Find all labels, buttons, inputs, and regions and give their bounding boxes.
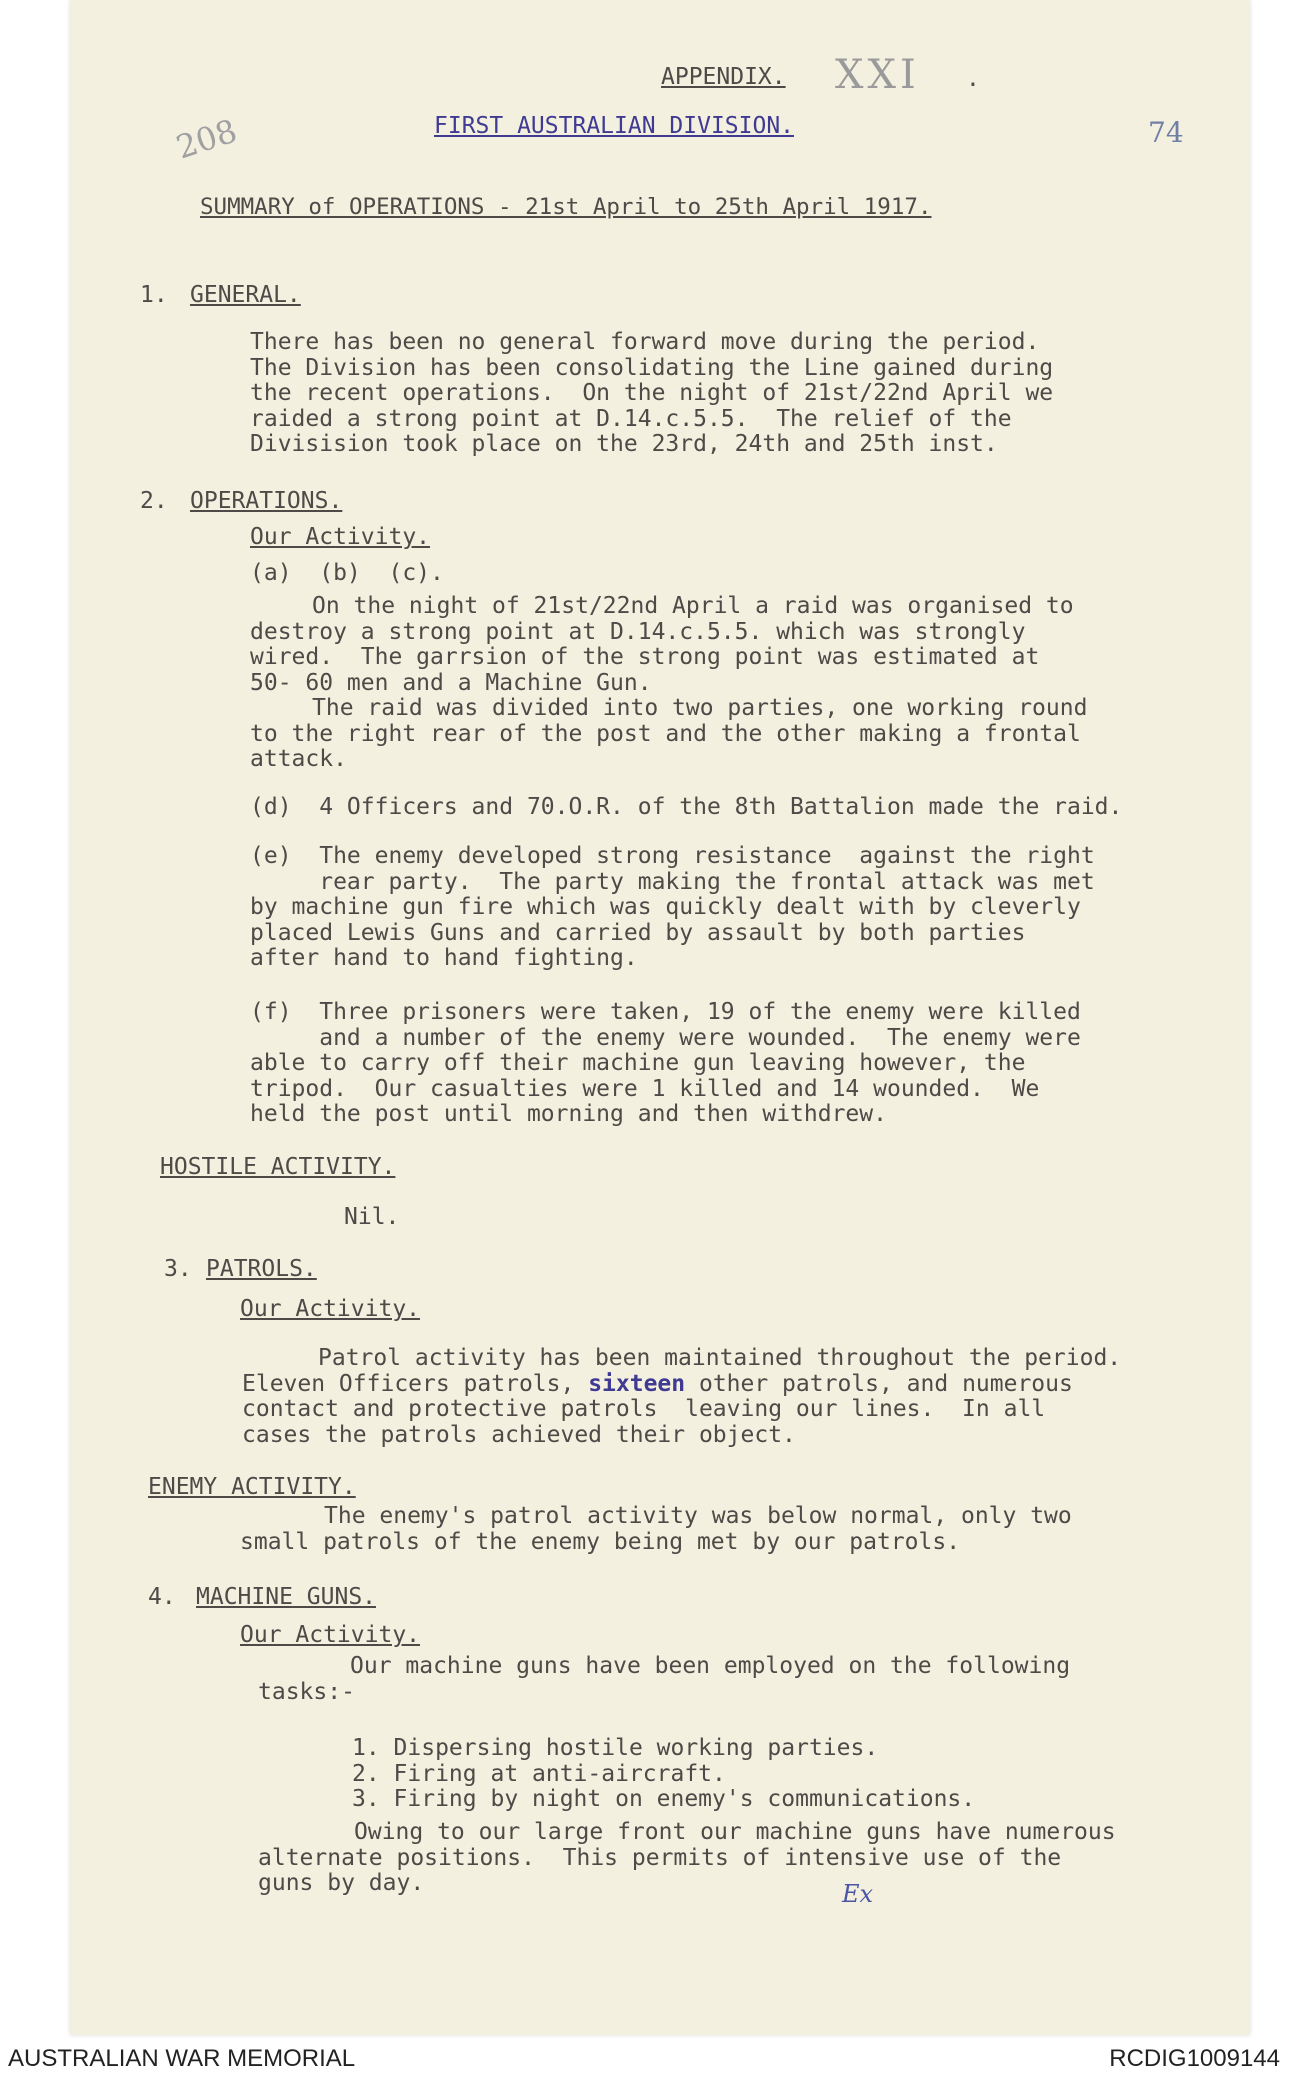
general-paragraph <box>250 330 1053 458</box>
text-line: On the night of 21st/22nd April a raid was organised to <box>312 593 1074 619</box>
section-heading-machine-guns: MACHINE GUNS. <box>196 1584 377 1610</box>
text-line: The Division has been consolidating the Line gained during <box>250 354 1054 381</box>
section-heading-patrols: PATROLS. <box>206 1256 317 1282</box>
text-line: Divisision took place on the 23rd, 24th and 25th inst. <box>250 431 998 457</box>
item-f <box>250 1000 1081 1128</box>
text-line: 50- 60 men and a Machine Gun. <box>250 669 652 696</box>
text-line: attack. <box>250 746 347 772</box>
text-line: The enemy's patrol activity was below normal, only two <box>324 1503 1072 1529</box>
text-line: destroy a strong point at D.14.c.5.5. which was strongly <box>250 618 1026 645</box>
section-number-patrols: 3. <box>164 1256 192 1282</box>
list-item: 1. Dispersing hostile working parties. <box>352 1735 879 1761</box>
text-line: Owing to our large front our machine guns have numerous <box>354 1819 1116 1845</box>
patrols-paragraph <box>242 1346 1121 1448</box>
footer-record-id: RCDIG1009144 <box>1109 2045 1280 2072</box>
text-line: The raid was divided into two parties, one working round <box>312 695 1088 721</box>
patrols-sub-heading: Our Activity. <box>240 1296 421 1322</box>
division-title: FIRST AUSTRALIAN DIVISION. <box>434 113 795 139</box>
text-line: the recent operations. On the night of 21st/22nd April we <box>250 380 1054 406</box>
section-number-operations: 2. <box>140 488 168 514</box>
machine-guns-intro <box>258 1654 1070 1705</box>
text-line: Patrol activity has been maintained throughout the period. <box>318 1345 1122 1371</box>
text-line: placed Lewis Guns and carried by assault by both parties <box>250 919 1026 946</box>
sub-heading-our-activity: Our Activity. <box>250 524 431 550</box>
text-line: rear party. The party making the frontal attack was met <box>250 868 1095 895</box>
text-line: raided a strong point at D.14.c.5.5. The relief of the <box>250 405 1012 432</box>
text-line: small patrols of the enemy being met by our patrols. <box>240 1528 961 1555</box>
text-line: alternate positions. This permits of intensive use of the <box>258 1844 1062 1871</box>
text-line: after hand to hand fighting. <box>250 945 638 971</box>
text-line: guns by day. <box>258 1870 425 1896</box>
text-line: by machine gun fire which was quickly dealt with by cleverly <box>250 894 1081 920</box>
operations-paragraph-1 <box>250 594 1074 696</box>
section-number-machine-guns: 4. <box>148 1584 176 1610</box>
appendix-label: APPENDIX. <box>661 64 786 90</box>
text-line: There has been no general forward move during the period. <box>250 329 1040 355</box>
text-line: cases the patrols achieved their object. <box>242 1421 796 1448</box>
text-line: (f) Three prisoners were taken, 19 of the enemy were killed <box>250 999 1081 1025</box>
section-heading-general: GENERAL. <box>190 282 301 308</box>
text-line: and a number of the enemy were wounded. The enemy were <box>250 1024 1081 1051</box>
text-line: (e) The enemy developed strong resistance against the right <box>250 843 1095 869</box>
enemy-activity-heading: ENEMY ACTIVITY. <box>148 1474 356 1500</box>
text-segment: Eleven Officers patrols, <box>242 1370 589 1397</box>
text-line: Our machine guns have been employed on the following <box>350 1653 1071 1679</box>
appendix-number: XXI <box>835 52 920 98</box>
operations-paragraph-2 <box>250 696 1087 773</box>
item-d: (d) 4 Officers and 70.O.R. of the 8th Battalion made the raid. <box>250 794 1123 820</box>
appendix-dot: . <box>966 66 980 92</box>
machine-guns-sub-heading: Our Activity. <box>240 1622 421 1648</box>
summary-title: SUMMARY of OPERATIONS - 21st April to 25th April 1917. <box>200 194 932 220</box>
section-number-general: 1. <box>140 282 168 308</box>
hostile-activity-heading: HOSTILE ACTIVITY. <box>160 1154 396 1180</box>
machine-guns-closing <box>258 1820 1116 1897</box>
folio-number-right: 74 <box>1148 116 1184 149</box>
machine-guns-task-list <box>352 1736 975 1813</box>
text-segment: other patrols, and numerous <box>685 1370 1073 1397</box>
handwritten-initials: Ex <box>842 1880 874 1908</box>
folio-number-left: 208 <box>171 111 242 167</box>
items-abc: (a) (b) (c). <box>250 560 444 586</box>
text-line: tripod. Our casualties were 1 killed and 14 wounded. We <box>250 1075 1040 1102</box>
text-line: wired. The garrsion of the strong point was estimated at <box>250 644 1040 670</box>
list-item: 2. Firing at anti-aircraft. <box>352 1760 726 1787</box>
item-e <box>250 844 1095 972</box>
text-line: contact and protective patrols leaving our lines. In all <box>242 1396 1046 1422</box>
text-line <box>242 1372 1121 1398</box>
hostile-activity-text: Nil. <box>344 1204 400 1230</box>
handwritten-correction: sixteen <box>588 1370 686 1397</box>
text-line: tasks:- <box>258 1678 355 1705</box>
list-item: 3. Firing by night on enemy's communications. <box>352 1786 976 1812</box>
text-line: held the post until morning and then withdrew. <box>250 1101 887 1127</box>
footer-source: AUSTRALIAN WAR MEMORIAL <box>8 2045 356 2072</box>
text-line: able to carry off their machine gun leaving however, the <box>250 1050 1026 1076</box>
text-line: to the right rear of the post and the other making a frontal <box>250 720 1081 747</box>
enemy-activity-paragraph <box>240 1504 1072 1555</box>
section-heading-operations: OPERATIONS. <box>190 488 343 514</box>
